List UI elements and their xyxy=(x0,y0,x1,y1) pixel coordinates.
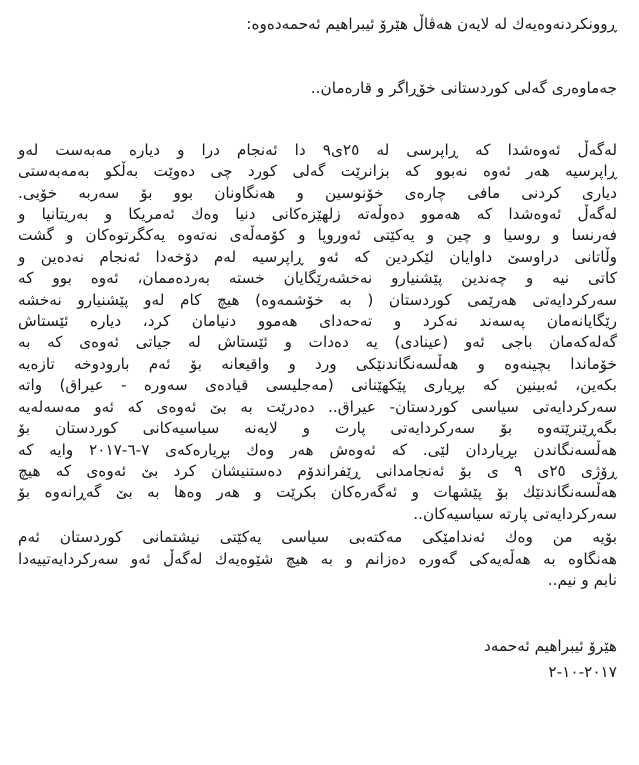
body-line: بگەڕێنرێتەوە بۆ سەرکردایەتی پارت و لایەنە سیاسیەکانی کوردستان بۆ xyxy=(18,419,617,438)
body-line: رێگایانەمان پەسەند نەکرد و تەحەدای هەموو دنیامان کرد، دیارە ئێستاش xyxy=(18,312,617,331)
closing-line: بۆیە من وەك ئەندامێکی مەکتەبی سیاسی یەکێتی نیشتمانی کوردستان ئەم xyxy=(18,528,617,547)
body-line: بکەین، ئەبینین کە بڕیاری پێکهێنانی (مەجلیسی قیادەی سەورە - عیراق) واتە xyxy=(18,376,617,395)
greeting-line: جەماوەری گەلی کوردستانی خۆڕاگر و قارەمان.. xyxy=(310,79,617,98)
body-line: لەگەڵ ئەوەشدا کە ڕاپرسی لە ٢٥ی٩ دا ئەنجام درا و دیارە مەبەست لەو xyxy=(18,140,617,159)
body-line: وڵاتانی دراوسێ داوایان لێکردین کە ئەو ڕاپرسیە لەم دۆخەدا ئەنجام نەدەین و xyxy=(18,247,617,266)
body-line: سەرکردایەتی پارتە سیاسیەکان.. xyxy=(413,504,617,523)
statement-body xyxy=(18,140,617,525)
body-line: لەگەڵ ئەوەشدا کە هەموو دەوڵەتە زلهێزەکانی دنیا وەك ئەمریکا و بەریتانیا و xyxy=(18,205,617,224)
body-line: ڕاپرسیە هەر ئەوە نەبوو کە بزانرێت گەلی کورد چی دەوێت بەڵکو بەمەبەستی xyxy=(18,162,617,181)
body-line: هەڵسەنگاندن بڕیاردان لێی. کە ئەوەش هەر وەك بڕیارەکەی ٧-٦-٢٠١٧ وایە کە xyxy=(18,440,617,459)
closing-line: هەنگاوە بە هەڵەیەکی گەورە دەزانم و بە هیچ شێوەیەك لەگەڵ ئەو سەرکردایەتییەدا xyxy=(18,549,617,568)
statement-header: ڕوونکردنەوەیەك لە لایەن هەڤاڵ هێرۆ ئیبراهیم ئەحمەدەوە: xyxy=(246,15,617,33)
body-line: فەرنسا و روسیا و چین و یەکێتی ئەوروپا و کۆمەڵەی نەتەوە یەکگرتوەکان و گشت xyxy=(18,226,617,245)
statement-closing xyxy=(18,527,617,591)
body-line: گەلەکەمان باجی ئەو (عینادی) یە دەدات و ئێستاش لە جیاتی ئەوەی کە بە xyxy=(18,333,617,352)
body-line: دیاری کردنی مافی چارەی خۆنوسین و هەنگاونان بوو بۆ سەربە خۆیی. xyxy=(18,183,617,202)
body-line: هەڵسەنگاندنێك بۆ پێشهات و ئەگەرەکان بکرێت و هەر وەها بە بێ گەڕانەوە بۆ xyxy=(18,483,617,502)
signature-name: هێرۆ ئیبراهیم ئەحمەد xyxy=(483,637,617,656)
signature-date: ٢٠١٧-١٠-٢ xyxy=(548,662,617,681)
body-line: سەرکردایەتی هەرێمی کوردستان ( بە خۆشمەوە) هیچ کام لەو پێشنیارو نەخشە xyxy=(18,290,617,309)
body-line: سەرکردایەتی سیاسی کوردستان- عیراق.. دەدرێت بە بێ ئەوەی کە ئەو مەسەلەیە xyxy=(18,397,617,416)
body-line: ڕۆژی ٢٥ی ٩ ی بۆ ئەنجامدانی ڕێفراندۆم دەستنیشان کرد بێ ئەوەی کە هیچ xyxy=(18,461,617,480)
body-line: خۆماندا بچینەوە و هەڵسەنگاندنێکی ورد و واقیعانە بۆ ئەم بارودوخە تازەیە xyxy=(18,354,617,373)
closing-line: نابم و نیم.. xyxy=(547,570,617,589)
body-line: کاتی نیە و چەندین پێشنیارو نەخشەرێگایان خستە بەردەممان، ئەوە بوو کە xyxy=(18,269,617,288)
